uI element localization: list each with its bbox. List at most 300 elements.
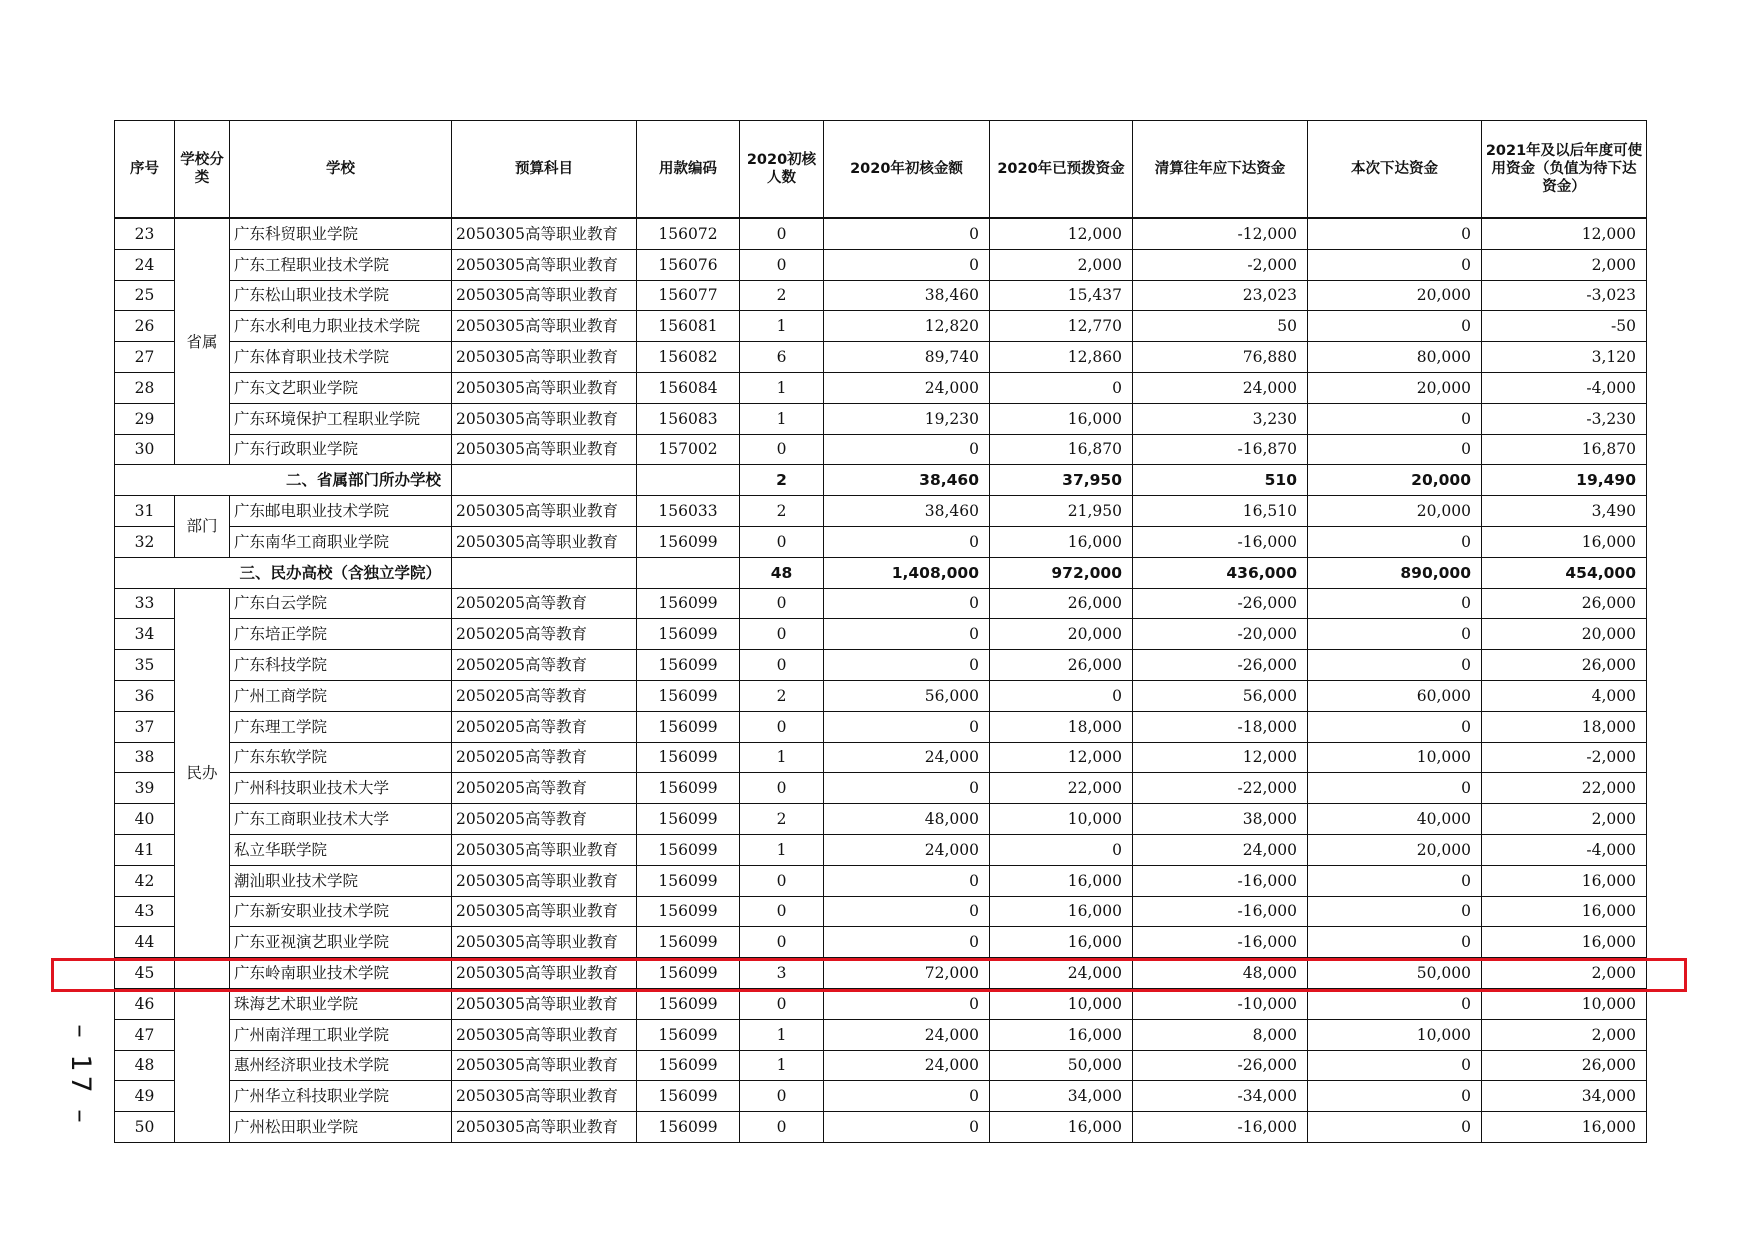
- cell-school: 广东理工学院: [230, 711, 452, 742]
- cell-future: 18,000: [1482, 711, 1647, 742]
- cell-school: 广东东软学院: [230, 742, 452, 773]
- cell-current: 20,000: [1308, 496, 1482, 527]
- cell-future: -4,000: [1482, 834, 1647, 865]
- cell-seq: 33: [115, 588, 175, 619]
- cell-school: 广东环境保护工程职业学院: [230, 403, 452, 434]
- subtotal-subject-empty: [452, 557, 637, 588]
- cell-prepaid: 18,000: [990, 711, 1133, 742]
- cell-prepaid: 10,000: [990, 988, 1133, 1019]
- cell-prepaid: 12,860: [990, 342, 1133, 373]
- cell-count: 0: [740, 988, 824, 1019]
- cell-school: 广州科技职业技术大学: [230, 773, 452, 804]
- cell-subject: 2050205高等教育: [452, 588, 637, 619]
- table-row: [115, 1050, 1647, 1081]
- cell-seq: 39: [115, 773, 175, 804]
- cell-current: 10,000: [1308, 742, 1482, 773]
- cell-seq: 25: [115, 280, 175, 311]
- cell-code: 156099: [637, 1019, 740, 1050]
- cell-count: 1: [740, 1050, 824, 1081]
- subtotal-label: 三、民办高校（含独立学院）: [115, 557, 452, 588]
- cell-code: 156099: [637, 1050, 740, 1081]
- cell-count: 0: [740, 927, 824, 958]
- cell-settle: 50: [1133, 311, 1308, 342]
- cell-current: 0: [1308, 896, 1482, 927]
- cell-school: 广东体育职业技术学院: [230, 342, 452, 373]
- header-category: 学校分类: [175, 121, 230, 219]
- cell-prepaid: 10,000: [990, 804, 1133, 835]
- header-row: [115, 121, 1647, 219]
- cell-count: 2: [740, 280, 824, 311]
- cell-code: 156099: [637, 619, 740, 650]
- cell-amount: 0: [824, 218, 990, 249]
- table-row: [115, 680, 1647, 711]
- cell-school: 广东文艺职业学院: [230, 372, 452, 403]
- table-row: [115, 588, 1647, 619]
- cell-code: 156099: [637, 526, 740, 557]
- subtotal-future: 19,490: [1482, 465, 1647, 496]
- cell-amount: 24,000: [824, 834, 990, 865]
- subtotal-count: 2: [740, 465, 824, 496]
- cell-subject: 2050305高等职业教育: [452, 372, 637, 403]
- cell-prepaid: 12,770: [990, 311, 1133, 342]
- cell-code: 156077: [637, 280, 740, 311]
- subtotal-settle: 436,000: [1133, 557, 1308, 588]
- cell-prepaid: 26,000: [990, 588, 1133, 619]
- cell-seq: 36: [115, 680, 175, 711]
- cell-school: 潮汕职业技术学院: [230, 865, 452, 896]
- table-row: [115, 988, 1647, 1019]
- cell-prepaid: 20,000: [990, 619, 1133, 650]
- cell-amount: 19,230: [824, 403, 990, 434]
- cell-count: 0: [740, 1081, 824, 1112]
- cell-school: 私立华联学院: [230, 834, 452, 865]
- cell-subject: 2050305高等职业教育: [452, 311, 637, 342]
- cell-code: 156099: [637, 927, 740, 958]
- cell-amount: 0: [824, 988, 990, 1019]
- table-row: [115, 742, 1647, 773]
- cell-prepaid: 16,000: [990, 927, 1133, 958]
- cell-count: 0: [740, 249, 824, 280]
- cell-prepaid: 16,000: [990, 1112, 1133, 1143]
- cell-settle: -10,000: [1133, 988, 1308, 1019]
- cell-school: 广东南华工商职业学院: [230, 526, 452, 557]
- cell-prepaid: 22,000: [990, 773, 1133, 804]
- cell-seq: 42: [115, 865, 175, 896]
- cell-future: 16,000: [1482, 526, 1647, 557]
- cell-amount: 38,460: [824, 280, 990, 311]
- cell-settle: -16,870: [1133, 434, 1308, 465]
- cell-code: 156033: [637, 496, 740, 527]
- cell-current: 0: [1308, 526, 1482, 557]
- cell-settle: -16,000: [1133, 927, 1308, 958]
- cell-future: -3,230: [1482, 403, 1647, 434]
- subtotal-code-empty: [637, 557, 740, 588]
- category-department: 部门: [175, 496, 230, 558]
- cell-count: 6: [740, 342, 824, 373]
- cell-subject: 2050205高等教育: [452, 804, 637, 835]
- cell-seq: 24: [115, 249, 175, 280]
- cell-settle: 3,230: [1133, 403, 1308, 434]
- cell-count: 0: [740, 773, 824, 804]
- cell-code: 156099: [637, 773, 740, 804]
- cell-code: 156099: [637, 1081, 740, 1112]
- cell-settle: 56,000: [1133, 680, 1308, 711]
- cell-count: 0: [740, 619, 824, 650]
- cell-future: -3,023: [1482, 280, 1647, 311]
- cell-code: 156099: [637, 896, 740, 927]
- cell-seq: 46: [115, 988, 175, 1019]
- header-amount: 2020年初核金额: [824, 121, 990, 219]
- cell-code: 156099: [637, 742, 740, 773]
- cell-subject: 2050205高等教育: [452, 619, 637, 650]
- cell-settle: 24,000: [1133, 372, 1308, 403]
- table-row: [115, 280, 1647, 311]
- cell-settle: -26,000: [1133, 1050, 1308, 1081]
- cell-prepaid: 12,000: [990, 218, 1133, 249]
- cell-amount: 89,740: [824, 342, 990, 373]
- cell-prepaid: 16,000: [990, 1019, 1133, 1050]
- cell-count: 2: [740, 680, 824, 711]
- cell-current: 0: [1308, 865, 1482, 896]
- cell-seq: 43: [115, 896, 175, 927]
- subtotal-code-empty: [637, 465, 740, 496]
- table-row: [115, 249, 1647, 280]
- cell-amount: 12,820: [824, 311, 990, 342]
- cell-prepaid: 2,000: [990, 249, 1133, 280]
- cell-code: 156099: [637, 680, 740, 711]
- cell-prepaid: 0: [990, 680, 1133, 711]
- cell-seq: 50: [115, 1112, 175, 1143]
- cell-seq: 23: [115, 218, 175, 249]
- cell-subject: 2050305高等职业教育: [452, 1019, 637, 1050]
- table-row: [115, 804, 1647, 835]
- cell-current: 0: [1308, 927, 1482, 958]
- cell-current: 0: [1308, 434, 1482, 465]
- cell-future: 2,000: [1482, 804, 1647, 835]
- cell-subject: 2050305高等职业教育: [452, 1081, 637, 1112]
- table-row: [115, 896, 1647, 927]
- cell-amount: 48,000: [824, 804, 990, 835]
- subtotal-settle: 510: [1133, 465, 1308, 496]
- cell-current: 60,000: [1308, 680, 1482, 711]
- table-row: [115, 342, 1647, 373]
- cell-settle: -22,000: [1133, 773, 1308, 804]
- cell-prepaid: 26,000: [990, 650, 1133, 681]
- cell-settle: 48,000: [1133, 958, 1308, 989]
- cell-subject: 2050305高等职业教育: [452, 526, 637, 557]
- table-row: [115, 927, 1647, 958]
- table-row: [115, 619, 1647, 650]
- cell-seq: 45: [115, 958, 175, 989]
- cell-settle: 23,023: [1133, 280, 1308, 311]
- table-row: [115, 372, 1647, 403]
- cell-future: 2,000: [1482, 249, 1647, 280]
- cell-current: 40,000: [1308, 804, 1482, 835]
- cell-settle: -16,000: [1133, 1112, 1308, 1143]
- cell-code: 156099: [637, 958, 740, 989]
- cell-amount: 24,000: [824, 372, 990, 403]
- cell-code: 156099: [637, 650, 740, 681]
- cell-current: 0: [1308, 311, 1482, 342]
- table-body: [115, 218, 1647, 1142]
- cell-current: 20,000: [1308, 834, 1482, 865]
- cell-future: 4,000: [1482, 680, 1647, 711]
- cell-settle: 76,880: [1133, 342, 1308, 373]
- cell-school: 广东水利电力职业技术学院: [230, 311, 452, 342]
- cell-code: 156083: [637, 403, 740, 434]
- cell-settle: -12,000: [1133, 218, 1308, 249]
- cell-code: 156072: [637, 218, 740, 249]
- category-provincial: 省属: [175, 218, 230, 465]
- header-prepaid: 2020年已预拨资金: [990, 121, 1133, 219]
- cell-settle: -16,000: [1133, 526, 1308, 557]
- cell-amount: 0: [824, 650, 990, 681]
- cell-subject: 2050205高等教育: [452, 711, 637, 742]
- cell-count: 0: [740, 865, 824, 896]
- cell-code: 156081: [637, 311, 740, 342]
- cell-future: 16,000: [1482, 865, 1647, 896]
- cell-amount: 38,460: [824, 496, 990, 527]
- cell-school: 广东工程职业技术学院: [230, 249, 452, 280]
- cell-school: 珠海艺术职业学院: [230, 988, 452, 1019]
- cell-count: 1: [740, 742, 824, 773]
- cell-subject: 2050305高等职业教育: [452, 1050, 637, 1081]
- cell-amount: 0: [824, 588, 990, 619]
- cell-future: 12,000: [1482, 218, 1647, 249]
- cell-subject: 2050205高等教育: [452, 650, 637, 681]
- cell-subject: 2050305高等职业教育: [452, 403, 637, 434]
- cell-settle: -26,000: [1133, 588, 1308, 619]
- cell-amount: 24,000: [824, 1019, 990, 1050]
- cell-current: 0: [1308, 1112, 1482, 1143]
- cell-seq: 32: [115, 526, 175, 557]
- cell-school: 广州松田职业学院: [230, 1112, 452, 1143]
- cell-future: 26,000: [1482, 1050, 1647, 1081]
- cell-subject: 2050305高等职业教育: [452, 958, 637, 989]
- cell-prepaid: 16,870: [990, 434, 1133, 465]
- cell-current: 0: [1308, 249, 1482, 280]
- cell-amount: 0: [824, 896, 990, 927]
- subtotal-current: 890,000: [1308, 557, 1482, 588]
- header-budget-subject: 预算科目: [452, 121, 637, 219]
- cell-subject: 2050305高等职业教育: [452, 218, 637, 249]
- table-row: [115, 218, 1647, 249]
- cell-school: 惠州经济职业技术学院: [230, 1050, 452, 1081]
- cell-prepaid: 16,000: [990, 403, 1133, 434]
- cell-settle: -34,000: [1133, 1081, 1308, 1112]
- header-seq: 序号: [115, 121, 175, 219]
- cell-current: 20,000: [1308, 372, 1482, 403]
- header-future: 2021年及以后年度可使用资金（负值为待下达资金）: [1482, 121, 1647, 219]
- subtotal-amount: 1,408,000: [824, 557, 990, 588]
- cell-settle: -16,000: [1133, 865, 1308, 896]
- table-row: [115, 773, 1647, 804]
- table-row: [115, 865, 1647, 896]
- subtotal-future: 454,000: [1482, 557, 1647, 588]
- cell-future: 26,000: [1482, 588, 1647, 619]
- cell-future: 34,000: [1482, 1081, 1647, 1112]
- cell-current: 0: [1308, 1050, 1482, 1081]
- cell-count: 0: [740, 588, 824, 619]
- cell-subject: 2050305高等职业教育: [452, 434, 637, 465]
- cell-amount: 0: [824, 619, 990, 650]
- cell-prepaid: 16,000: [990, 865, 1133, 896]
- cell-count: 1: [740, 1019, 824, 1050]
- cell-prepaid: 12,000: [990, 742, 1133, 773]
- cell-current: 0: [1308, 619, 1482, 650]
- cell-subject: 2050305高等职业教育: [452, 342, 637, 373]
- cell-code: 156099: [637, 865, 740, 896]
- cell-future: 3,490: [1482, 496, 1647, 527]
- cell-seq: 40: [115, 804, 175, 835]
- cell-seq: 41: [115, 834, 175, 865]
- cell-count: 2: [740, 496, 824, 527]
- cell-current: 80,000: [1308, 342, 1482, 373]
- cell-settle: -18,000: [1133, 711, 1308, 742]
- cell-code: 156082: [637, 342, 740, 373]
- cell-subject: 2050305高等职业教育: [452, 834, 637, 865]
- subtotal-row: [115, 557, 1647, 588]
- header-count: 2020初核人数: [740, 121, 824, 219]
- subtotal-subject-empty: [452, 465, 637, 496]
- cell-future: -4,000: [1482, 372, 1647, 403]
- cell-seq: 47: [115, 1019, 175, 1050]
- cell-count: 1: [740, 403, 824, 434]
- cell-subject: 2050205高等教育: [452, 773, 637, 804]
- cell-count: 0: [740, 218, 824, 249]
- cell-code: 157002: [637, 434, 740, 465]
- page-number: [60, 1020, 100, 1130]
- cell-future: 2,000: [1482, 958, 1647, 989]
- cell-subject: 2050305高等职业教育: [452, 865, 637, 896]
- cell-seq: 49: [115, 1081, 175, 1112]
- cell-count: 0: [740, 650, 824, 681]
- table-row: [115, 526, 1647, 557]
- cell-amount: 56,000: [824, 680, 990, 711]
- cell-seq: 34: [115, 619, 175, 650]
- cell-school: 广州工商学院: [230, 680, 452, 711]
- cell-settle: 16,510: [1133, 496, 1308, 527]
- cell-code: 156099: [637, 804, 740, 835]
- cell-settle: -2,000: [1133, 249, 1308, 280]
- table-row: [115, 650, 1647, 681]
- cell-amount: 24,000: [824, 742, 990, 773]
- cell-school: 广东工商职业技术大学: [230, 804, 452, 835]
- cell-seq: 31: [115, 496, 175, 527]
- cell-settle: 24,000: [1133, 834, 1308, 865]
- cell-count: 1: [740, 372, 824, 403]
- table-row: [115, 496, 1647, 527]
- cell-future: 10,000: [1482, 988, 1647, 1019]
- cell-future: 16,000: [1482, 927, 1647, 958]
- cell-seq: 38: [115, 742, 175, 773]
- cell-school: 广东白云学院: [230, 588, 452, 619]
- table-row: [115, 1019, 1647, 1050]
- cell-amount: 0: [824, 773, 990, 804]
- cell-school: 广东松山职业技术学院: [230, 280, 452, 311]
- table-row: [115, 1112, 1647, 1143]
- cell-current: 50,000: [1308, 958, 1482, 989]
- cell-prepaid: 50,000: [990, 1050, 1133, 1081]
- cell-count: 2: [740, 804, 824, 835]
- cell-current: 0: [1308, 403, 1482, 434]
- cell-amount: 0: [824, 927, 990, 958]
- cell-seq: 29: [115, 403, 175, 434]
- cell-school: 广东新安职业技术学院: [230, 896, 452, 927]
- cell-current: 0: [1308, 218, 1482, 249]
- cell-amount: 24,000: [824, 1050, 990, 1081]
- cell-current: 0: [1308, 988, 1482, 1019]
- cell-school: 广东科技学院: [230, 650, 452, 681]
- cell-amount: 0: [824, 1081, 990, 1112]
- table-row: [115, 311, 1647, 342]
- cell-subject: 2050305高等职业教育: [452, 927, 637, 958]
- category-private: 民办: [175, 588, 230, 958]
- cell-settle: -26,000: [1133, 650, 1308, 681]
- cell-seq: 37: [115, 711, 175, 742]
- cell-school: 广东培正学院: [230, 619, 452, 650]
- header-settle: 清算往年应下达资金: [1133, 121, 1308, 219]
- cell-current: 0: [1308, 773, 1482, 804]
- cell-seq: 35: [115, 650, 175, 681]
- cell-school: 广州南洋理工职业学院: [230, 1019, 452, 1050]
- cell-future: 3,120: [1482, 342, 1647, 373]
- page-number-text: – 17 –: [64, 1023, 96, 1127]
- cell-future: 16,000: [1482, 896, 1647, 927]
- cell-code: 156084: [637, 372, 740, 403]
- cell-school: 广东行政职业学院: [230, 434, 452, 465]
- subtotal-row: [115, 465, 1647, 496]
- cell-future: 16,000: [1482, 1112, 1647, 1143]
- cell-code: 156099: [637, 1112, 740, 1143]
- cell-count: 0: [740, 526, 824, 557]
- cell-count: 1: [740, 834, 824, 865]
- subtotal-prepaid: 37,950: [990, 465, 1133, 496]
- cell-code: 156099: [637, 834, 740, 865]
- cell-settle: -16,000: [1133, 896, 1308, 927]
- cell-school: 广东岭南职业技术学院: [230, 958, 452, 989]
- cell-school: 广东邮电职业技术学院: [230, 496, 452, 527]
- cell-code: 156099: [637, 711, 740, 742]
- cell-subject: 2050205高等教育: [452, 680, 637, 711]
- cell-code: 156076: [637, 249, 740, 280]
- cell-seq: 48: [115, 1050, 175, 1081]
- category-blank: [175, 988, 230, 1142]
- cell-amount: 0: [824, 865, 990, 896]
- cell-seq: 30: [115, 434, 175, 465]
- cell-school: 广东亚视演艺职业学院: [230, 927, 452, 958]
- table-row: [115, 711, 1647, 742]
- cell-prepaid: 0: [990, 834, 1133, 865]
- cell-settle: 38,000: [1133, 804, 1308, 835]
- table-row: [115, 403, 1647, 434]
- cell-code: 156099: [637, 988, 740, 1019]
- cell-future: 2,000: [1482, 1019, 1647, 1050]
- highlight-box: [51, 958, 1687, 992]
- cell-amount: 72,000: [824, 958, 990, 989]
- cell-subject: 2050305高等职业教育: [452, 896, 637, 927]
- header-fund-code: 用款编码: [637, 121, 740, 219]
- cell-current: 0: [1308, 1081, 1482, 1112]
- subtotal-count: 48: [740, 557, 824, 588]
- header-current: 本次下达资金: [1308, 121, 1482, 219]
- cell-subject: 2050205高等教育: [452, 742, 637, 773]
- cell-current: 0: [1308, 711, 1482, 742]
- cell-code: 156099: [637, 588, 740, 619]
- cell-future: 22,000: [1482, 773, 1647, 804]
- subtotal-label: 二、省属部门所办学校: [115, 465, 452, 496]
- cell-future: -2,000: [1482, 742, 1647, 773]
